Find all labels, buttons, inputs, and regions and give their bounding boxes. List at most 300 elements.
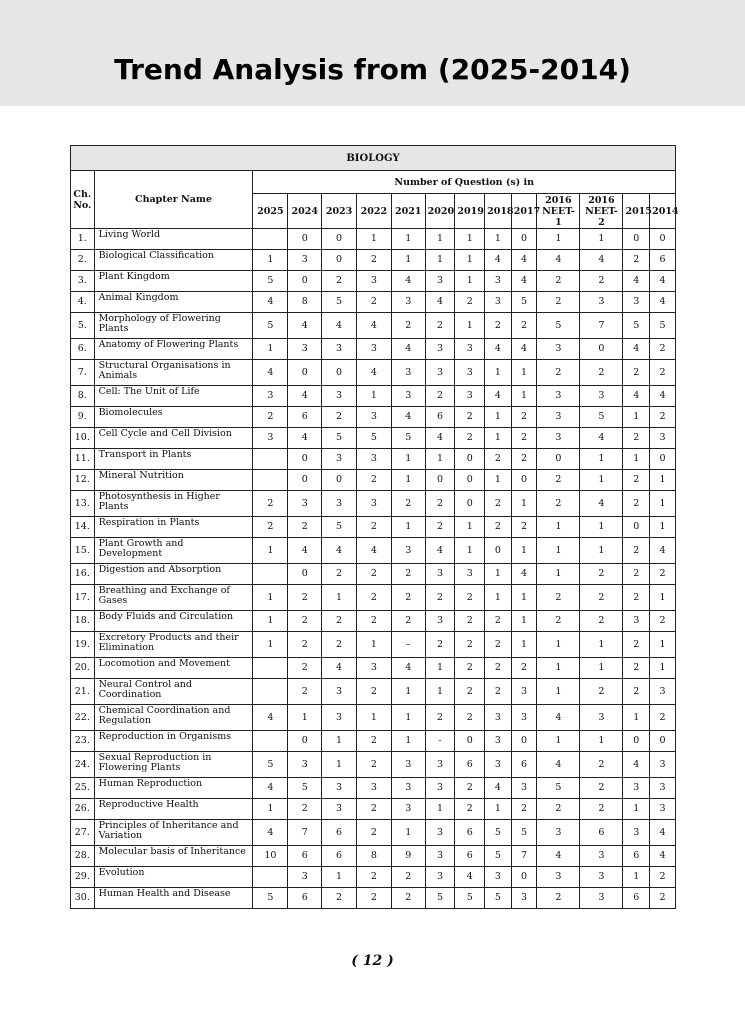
trend-table (70, 145, 679, 909)
chapter-number: 1. (71, 229, 95, 250)
chapter-name: Chemical Coordination and Regulation (94, 705, 253, 731)
chapter-number: 5. (71, 313, 95, 339)
question-count-cell: 0 (288, 470, 322, 491)
question-count-cell: 5 (253, 888, 288, 909)
question-count-cell: 2 (580, 799, 623, 820)
question-count-cell: 1 (511, 386, 537, 407)
question-count-cell: 2 (511, 658, 537, 679)
question-count-cell: 2 (322, 407, 357, 428)
question-count-cell: 1 (455, 538, 485, 564)
question-count-cell: - (425, 731, 455, 752)
question-count-cell: 1 (580, 658, 623, 679)
question-count-cell: 3 (425, 611, 455, 632)
question-count-cell: 3 (650, 752, 676, 778)
question-count-cell: 7 (288, 820, 322, 846)
question-count-cell: 4 (650, 846, 676, 867)
year-header: 2021 (391, 194, 425, 229)
question-count-cell: 3 (537, 339, 580, 360)
question-count-cell: 2 (356, 752, 391, 778)
chapter-number: 23. (71, 731, 95, 752)
question-count-cell: 0 (650, 449, 676, 470)
question-count-cell: 3 (391, 360, 425, 386)
chapter-name: Cell Cycle and Cell Division (94, 428, 253, 449)
question-count-cell: 2 (580, 564, 623, 585)
question-count-cell: 2 (623, 360, 650, 386)
chapter-number: 8. (71, 386, 95, 407)
question-count-cell: 3 (425, 778, 455, 799)
question-count-cell: 3 (425, 271, 455, 292)
table-row (71, 778, 676, 799)
question-count-cell: 6 (580, 820, 623, 846)
question-count-cell: 2 (455, 407, 485, 428)
question-count-cell: 0 (288, 229, 322, 250)
question-count-cell: 3 (356, 491, 391, 517)
question-count-cell: 3 (485, 705, 512, 731)
question-count-cell: 2 (322, 888, 357, 909)
question-count-cell: 5 (425, 888, 455, 909)
question-count-cell: 1 (485, 564, 512, 585)
question-count-cell: 3 (356, 271, 391, 292)
chapter-name: Breathing and Exchange of Gases (94, 585, 253, 611)
question-count-cell: 4 (537, 846, 580, 867)
question-count-cell: 2 (485, 658, 512, 679)
question-count-cell: 2 (580, 271, 623, 292)
chapter-number: 12. (71, 470, 95, 491)
question-count-cell: 1 (580, 731, 623, 752)
question-count-cell: 8 (288, 292, 322, 313)
question-count-cell: 1 (425, 229, 455, 250)
question-count-cell: 1 (391, 679, 425, 705)
question-count-cell: 3 (356, 407, 391, 428)
question-count-cell: 0 (288, 271, 322, 292)
year-header: 2014 (650, 194, 676, 229)
chapter-number: 6. (71, 339, 95, 360)
question-count-cell: 6 (455, 846, 485, 867)
question-count-cell: 2 (485, 632, 512, 658)
question-count-cell: 2 (356, 731, 391, 752)
question-count-cell: 1 (537, 517, 580, 538)
chapter-number: 27. (71, 820, 95, 846)
question-count-cell: 3 (623, 611, 650, 632)
chapter-number: 11. (71, 449, 95, 470)
question-count-cell: 1 (485, 470, 512, 491)
question-count-cell: 4 (623, 339, 650, 360)
chapter-name: Morphology of Flowering Plants (94, 313, 253, 339)
page-title: Trend Analysis from (2025-2014) (114, 53, 631, 86)
question-count-cell: 1 (425, 658, 455, 679)
question-count-cell: 3 (288, 752, 322, 778)
question-count-cell: 3 (425, 360, 455, 386)
question-count-cell: 5 (253, 313, 288, 339)
question-count-cell: 4 (650, 292, 676, 313)
chapter-name: Molecular basis of Inheritance (94, 846, 253, 867)
question-count-cell: 0 (511, 470, 537, 491)
chapter-name: Neural Control and Coordination (94, 679, 253, 705)
question-count-cell: 3 (580, 867, 623, 888)
question-count-cell: 6 (455, 820, 485, 846)
question-count-cell: 2 (537, 585, 580, 611)
question-count-cell: 4 (288, 386, 322, 407)
question-count-cell: 5 (537, 778, 580, 799)
question-count-cell: 3 (537, 386, 580, 407)
chapter-number: 24. (71, 752, 95, 778)
question-count-cell: 3 (485, 867, 512, 888)
question-count-cell: 0 (623, 229, 650, 250)
question-count-cell: 2 (537, 491, 580, 517)
question-count-cell: 6 (288, 846, 322, 867)
question-count-cell: 3 (425, 339, 455, 360)
question-count-cell: 4 (253, 360, 288, 386)
question-count-cell: 1 (322, 867, 357, 888)
chapter-number: 15. (71, 538, 95, 564)
table-row (71, 611, 676, 632)
question-count-cell: 2 (455, 799, 485, 820)
question-count-cell: 2 (356, 250, 391, 271)
question-count-cell: 4 (650, 386, 676, 407)
question-count-cell: 5 (322, 517, 357, 538)
question-count-cell: 4 (485, 339, 512, 360)
question-count-cell: 2 (391, 564, 425, 585)
chapter-number: 30. (71, 888, 95, 909)
question-count-cell: 4 (580, 250, 623, 271)
question-count-cell: 2 (356, 470, 391, 491)
question-count-cell: 5 (650, 313, 676, 339)
question-count-cell: 3 (511, 679, 537, 705)
question-count-cell: 2 (537, 888, 580, 909)
question-count-cell (253, 470, 288, 491)
question-count-cell: 2 (356, 611, 391, 632)
question-count-cell: 6 (511, 752, 537, 778)
question-count-cell: 5 (485, 888, 512, 909)
table-row (71, 360, 676, 386)
chapter-number: 29. (71, 867, 95, 888)
question-count-cell (253, 449, 288, 470)
question-count-cell: 1 (391, 250, 425, 271)
question-count-cell: 1 (391, 449, 425, 470)
question-count-cell: 3 (485, 271, 512, 292)
question-count-cell: 3 (455, 564, 485, 585)
question-count-cell: 2 (650, 339, 676, 360)
chapter-number: 25. (71, 778, 95, 799)
chno-header: Ch. No. (71, 171, 95, 229)
question-count-cell: 1 (511, 585, 537, 611)
question-count-cell: 3 (391, 752, 425, 778)
question-count-cell: 2 (650, 564, 676, 585)
table-row (71, 449, 676, 470)
question-count-cell: 2 (537, 470, 580, 491)
question-count-cell: 2 (623, 658, 650, 679)
chapter-name: Photosynthesis in Higher Plants (94, 491, 253, 517)
question-count-cell: 1 (537, 731, 580, 752)
question-count-cell: 3 (322, 491, 357, 517)
question-count-cell: 2 (623, 491, 650, 517)
question-count-cell: 3 (511, 888, 537, 909)
year-header: 2022 (356, 194, 391, 229)
table-row (71, 250, 676, 271)
question-count-cell: 2 (511, 449, 537, 470)
chapter-name: Transport in Plants (94, 449, 253, 470)
chapter-name: Excretory Products and their Elimination (94, 632, 253, 658)
question-count-cell: 3 (623, 292, 650, 313)
question-count-cell: 2 (288, 517, 322, 538)
question-count-cell: 3 (288, 250, 322, 271)
question-count-cell: 2 (425, 585, 455, 611)
question-count-cell: 3 (425, 752, 455, 778)
chapter-number: 13. (71, 491, 95, 517)
table-row (71, 386, 676, 407)
question-count-cell: 1 (356, 229, 391, 250)
question-count-cell: 6 (455, 752, 485, 778)
question-count-cell: 0 (455, 731, 485, 752)
question-count-cell: 3 (650, 428, 676, 449)
question-count-header: Number of Question (s) in (253, 171, 676, 194)
year-header: 2016 NEET-2 (580, 194, 623, 229)
chapter-name: Reproduction in Organisms (94, 731, 253, 752)
question-count-cell: 2 (455, 778, 485, 799)
chapter-name: Locomotion and Movement (94, 658, 253, 679)
question-count-cell: 2 (288, 611, 322, 632)
question-count-cell: 5 (356, 428, 391, 449)
question-count-cell: 3 (253, 428, 288, 449)
question-count-cell: 4 (391, 658, 425, 679)
question-count-cell: 2 (425, 517, 455, 538)
question-count-cell: 2 (425, 632, 455, 658)
question-count-cell: 5 (322, 292, 357, 313)
year-header: 2024 (288, 194, 322, 229)
table-row (71, 585, 676, 611)
table-row (71, 538, 676, 564)
chapter-name: Biological Classification (94, 250, 253, 271)
question-count-cell: 2 (650, 888, 676, 909)
question-count-cell: 2 (650, 360, 676, 386)
question-count-cell: 6 (623, 846, 650, 867)
question-count-cell: 4 (253, 778, 288, 799)
question-count-cell: 0 (288, 564, 322, 585)
question-count-cell: 1 (356, 386, 391, 407)
question-count-cell: 2 (537, 360, 580, 386)
question-count-cell: 1 (253, 799, 288, 820)
table-row (71, 731, 676, 752)
question-count-cell: 2 (391, 867, 425, 888)
question-count-cell: 2 (485, 449, 512, 470)
question-count-cell: 7 (580, 313, 623, 339)
question-count-cell: 3 (322, 386, 357, 407)
question-count-cell: 1 (288, 705, 322, 731)
chapter-name: Sexual Reproduction in Flowering Plants (94, 752, 253, 778)
question-count-cell: 3 (511, 705, 537, 731)
question-count-cell: 2 (455, 292, 485, 313)
question-count-cell: 0 (288, 449, 322, 470)
question-count-cell: 10 (253, 846, 288, 867)
question-count-cell: 6 (650, 250, 676, 271)
question-count-cell: 4 (537, 250, 580, 271)
question-count-cell: 0 (425, 470, 455, 491)
chapter-number: 9. (71, 407, 95, 428)
question-count-cell: 1 (322, 752, 357, 778)
question-count-cell: 1 (485, 799, 512, 820)
question-count-cell: 2 (623, 250, 650, 271)
table-row (71, 705, 676, 731)
question-count-cell: 4 (485, 386, 512, 407)
chapter-name: Reproductive Health (94, 799, 253, 820)
question-count-cell: 2 (623, 585, 650, 611)
chapter-name: Biomolecules (94, 407, 253, 428)
question-count-cell: 3 (391, 538, 425, 564)
question-count-cell: 3 (356, 658, 391, 679)
question-count-cell: 2 (455, 632, 485, 658)
question-count-cell: 2 (580, 679, 623, 705)
question-count-cell: 1 (485, 407, 512, 428)
chapter-name: Evolution (94, 867, 253, 888)
question-count-cell: 4 (391, 339, 425, 360)
question-count-cell: 2 (356, 799, 391, 820)
chapter-number: 7. (71, 360, 95, 386)
table-row (71, 407, 676, 428)
year-header: 2018 (485, 194, 512, 229)
question-count-cell: 3 (650, 778, 676, 799)
question-count-cell: 2 (455, 585, 485, 611)
question-count-cell: 1 (650, 632, 676, 658)
question-count-cell: 2 (485, 679, 512, 705)
question-count-cell: 4 (322, 313, 357, 339)
question-count-cell: 2 (322, 632, 357, 658)
chapter-name: Structural Organisations in Animals (94, 360, 253, 386)
question-count-cell: 3 (391, 799, 425, 820)
question-count-cell: 1 (455, 271, 485, 292)
question-count-cell: 4 (623, 386, 650, 407)
question-count-cell: 2 (356, 585, 391, 611)
chapter-number: 2. (71, 250, 95, 271)
table-row (71, 658, 676, 679)
question-count-cell: 4 (537, 752, 580, 778)
question-count-cell: 1 (425, 679, 455, 705)
question-count-cell: 4 (511, 564, 537, 585)
question-count-cell: 2 (511, 407, 537, 428)
question-count-cell: 1 (580, 632, 623, 658)
question-count-cell: 4 (425, 292, 455, 313)
question-count-cell: 3 (391, 778, 425, 799)
question-count-cell: 4 (288, 313, 322, 339)
chapter-number: 28. (71, 846, 95, 867)
question-count-cell: 2 (537, 271, 580, 292)
question-count-cell: 4 (580, 428, 623, 449)
question-count-cell: 0 (455, 449, 485, 470)
question-count-cell: 2 (650, 705, 676, 731)
question-count-cell: 4 (455, 867, 485, 888)
question-count-cell: 0 (322, 470, 357, 491)
question-count-cell: 0 (511, 229, 537, 250)
chapter-name: Plant Growth and Development (94, 538, 253, 564)
question-count-cell: 2 (288, 585, 322, 611)
year-header: 2016 NEET-1 (537, 194, 580, 229)
chapter-number: 21. (71, 679, 95, 705)
question-count-cell (253, 731, 288, 752)
question-count-cell: 9 (391, 846, 425, 867)
year-header: 2025 (253, 194, 288, 229)
question-count-cell: 1 (650, 517, 676, 538)
table-row (71, 271, 676, 292)
question-count-cell: 0 (485, 538, 512, 564)
question-count-cell: 5 (253, 752, 288, 778)
question-count-cell: 3 (580, 888, 623, 909)
question-count-cell: 2 (356, 564, 391, 585)
question-count-cell: 0 (623, 731, 650, 752)
question-count-cell: 6 (322, 820, 357, 846)
question-count-cell: 2 (580, 360, 623, 386)
question-count-cell: 1 (650, 585, 676, 611)
question-count-cell: 4 (580, 491, 623, 517)
question-count-cell: 2 (425, 313, 455, 339)
question-count-cell: 2 (356, 292, 391, 313)
question-count-cell: 3 (485, 292, 512, 313)
question-count-cell: 4 (391, 407, 425, 428)
question-count-cell: 3 (425, 820, 455, 846)
question-count-cell: 4 (391, 271, 425, 292)
question-count-cell: 1 (253, 250, 288, 271)
question-count-cell: – (391, 632, 425, 658)
chapter-number: 22. (71, 705, 95, 731)
question-count-cell: 5 (511, 292, 537, 313)
question-count-cell: 1 (537, 632, 580, 658)
question-count-cell: 3 (455, 339, 485, 360)
question-count-cell: 1 (623, 799, 650, 820)
question-count-cell: 2 (537, 799, 580, 820)
question-count-cell: 3 (322, 799, 357, 820)
question-count-cell: 1 (580, 470, 623, 491)
chapter-name: Principles of Inheritance and Variation (94, 820, 253, 846)
question-count-cell: 2 (623, 538, 650, 564)
question-count-cell: 3 (288, 491, 322, 517)
question-count-cell: 0 (288, 731, 322, 752)
question-count-cell: 1 (537, 564, 580, 585)
question-count-cell: 4 (253, 292, 288, 313)
question-count-cell: 4 (485, 250, 512, 271)
question-count-cell: 2 (580, 778, 623, 799)
question-count-cell: 4 (356, 360, 391, 386)
question-count-cell: 4 (322, 538, 357, 564)
question-count-cell: 4 (511, 339, 537, 360)
question-count-cell: 1 (391, 229, 425, 250)
question-count-cell: 0 (511, 867, 537, 888)
question-count-cell: 0 (322, 250, 357, 271)
question-count-cell: 4 (537, 705, 580, 731)
question-count-cell: 2 (322, 564, 357, 585)
question-count-cell: 4 (623, 271, 650, 292)
question-count-cell: 4 (511, 250, 537, 271)
question-count-cell: 2 (511, 428, 537, 449)
question-count-cell: 3 (356, 339, 391, 360)
question-count-cell: 3 (580, 386, 623, 407)
question-count-cell: 3 (356, 449, 391, 470)
question-count-cell: 2 (253, 491, 288, 517)
question-count-cell: 2 (485, 313, 512, 339)
question-count-cell: 2 (322, 271, 357, 292)
question-count-cell: 2 (288, 799, 322, 820)
chapter-name: Human Reproduction (94, 778, 253, 799)
question-count-cell: 2 (650, 867, 676, 888)
question-count-cell: 2 (623, 470, 650, 491)
question-count-cell: 2 (391, 585, 425, 611)
question-count-cell: 2 (391, 491, 425, 517)
table-row (71, 491, 676, 517)
question-count-cell: 4 (485, 778, 512, 799)
question-count-cell: 2 (356, 679, 391, 705)
chapter-name: Cell: The Unit of Life (94, 386, 253, 407)
year-header: 2023 (322, 194, 357, 229)
question-count-cell: 5 (288, 778, 322, 799)
question-count-cell: 0 (537, 449, 580, 470)
question-count-cell: 2 (253, 517, 288, 538)
